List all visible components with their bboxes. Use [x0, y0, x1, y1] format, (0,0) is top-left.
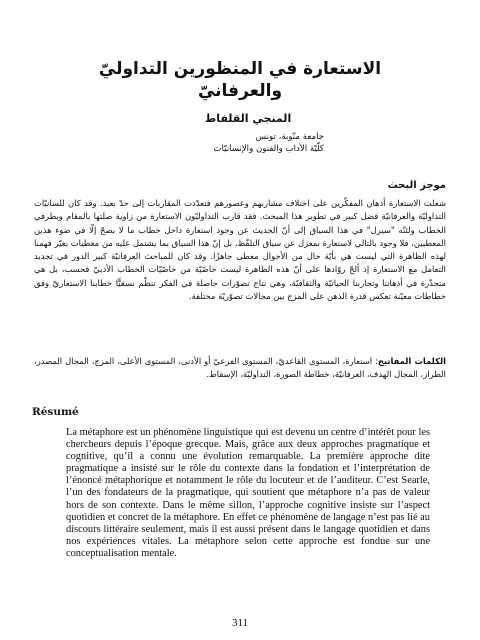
- paper-title: الاستعارة في المنظورين التداوليّ والعرفانيّ: [98, 59, 382, 101]
- author-affiliation-faculty: كلّيّة الآداب والفنون والإنسانيّات: [213, 144, 324, 154]
- arabic-keywords: [34, 355, 446, 382]
- arabic-abstract-text: شغلت الاستعارة أذهان المفكّرين على اختلاف مشاربهم وعصورهم فتعدّدت المقاربات إلى حدّ بعيد. وقد كان للسانيّات التداوليّة والعرفانيّة فضل كبير في تطوير هذا المبحث. فقد قارب التداوليّون الاستعارة من زاوية صلتها بالمقام وبطرفي الخطاب ولئنّه "سيرل" في هذا السياق إلى أنّ الحديث عن وجود استعارة داخل خطاب ما لا يصحّ إلّا في ضوء هذين المعطيين، فلا وجود بالتالي لاستعارة بمعزل عن سياق التلفّظ، بل إنّ هذا السياق بما يشتمل عليه من معطيات يغيّر فهمنا لهذه الظاهرة التي ليست هي بأيّة حال من الأحوال معطى جاهزًا. وقد كان للمباحث العرفانيّة كبير الدور في تجديد التعامل مع الاستعارة إذ ألحّ روّادها على أنّ هذه الظاهرة ليست خاصّيّة من خاصّيّات الخطاب الأدبيّ فحسب، بل هي متجذّرة في أذهاننا وتجاربنا الحياتيّة والثقافيّة، وهي نتاج تصوّرات حاصلة في الفكر تنظّم نسقيًّا خطابنا الاستعاريّ وفق خطاطات معيّنة تعكس قدرة الذهن على المزج بين مجالات تصوّريّة مختلفة.: [34, 198, 446, 302]
- resume-block: [66, 427, 430, 560]
- resume-heading: Résumé: [32, 406, 79, 418]
- resume-text: La métaphore est un phénomène linguistique qui est devenu un centre d’intérêt pour les chercheurs depuis l’époque grecque. Mais, grâce aux deux approches pragmatique et cognitive, qu’il a connu une évolution remarquable. La première approche dite pragmatique a insisté sur le rôle du contexte dans la fondation et l’interprétation de l’énoncé métaphorique et notamment le rôle du locuteur et de l’auditeur. C’est Searle, l’un des fondateurs de la pragmatique, qui soutient que métaphore n’a pas de valeur hors de son contexte. Dans le même sillon, l’approche cognitive insiste sur l’aspect quotidien et concret de la métaphore. En effet ce phénomène de langage n’est pas lié au discours littéraire seulement, mais il est aussi présent dans le langage quotidien et dans nos expériences vitales. La métaphore selon cette approche est fondue sur une conceptualisation mentale.: [66, 427, 430, 559]
- author-block: [104, 112, 324, 155]
- author-affiliation-university: جامعة منّوبة، تونس: [255, 132, 324, 142]
- author-name: المنجي القلفاط: [204, 112, 292, 125]
- page-number: 311: [231, 617, 249, 629]
- arabic-abstract-heading: موجز البحث: [387, 180, 446, 191]
- keywords-text: : استعارة، المستوى القاعديّ، المستوى الفرعيّ أو الأدنى، المستوى الأعلى، المزج، المجال المصدر، الطراز، المجال الهدف، العرفانيّة، خطاطة الصورة، التداوليّة، الإسقاط.: [34, 356, 446, 380]
- keywords-label: الكلمات المفاتيح: [377, 356, 446, 366]
